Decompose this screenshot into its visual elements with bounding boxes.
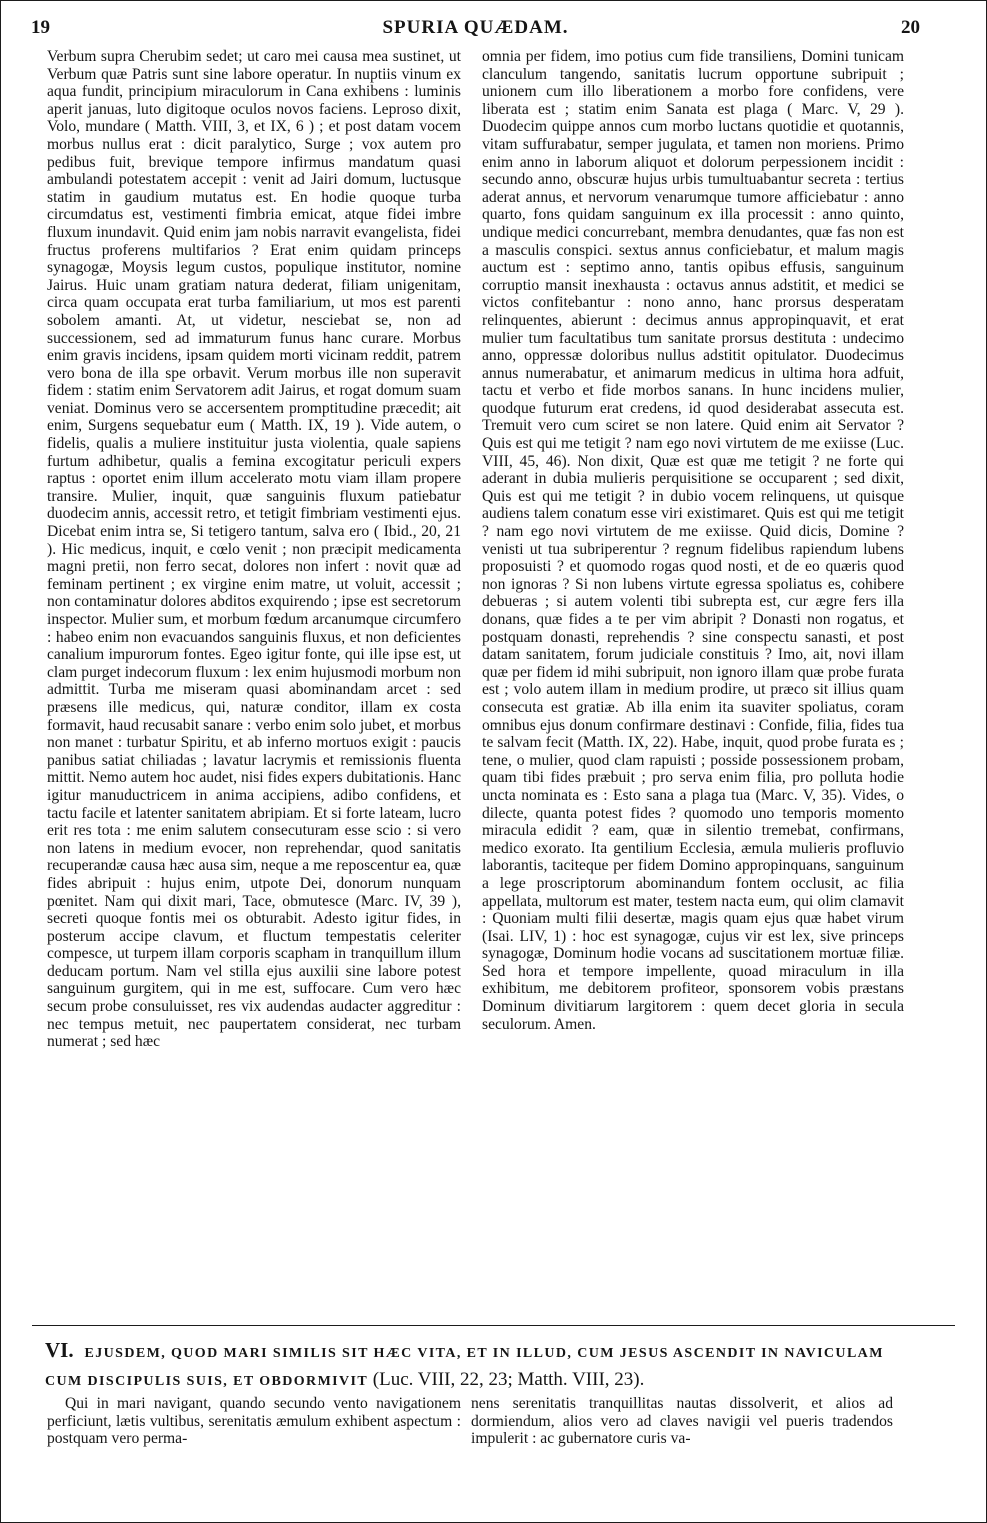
section-heading-text: EJUSDEM, QUOD MARI SIMILIS SIT HÆC VITA, ET IN ILLUD, CUM JESUS ASCENDIT IN NAVICULAM CUM DISCIPULIS SUIS, ET OBDORMIVIT — [45, 1346, 884, 1389]
bottom-right-column — [471, 1395, 893, 1505]
right-column-text — [482, 48, 904, 1315]
section-heading — [45, 1337, 911, 1395]
left-column-paragraph: Verbum supra Cherubim sedet; ut caro mei causa mea sustinet, ut Verbum quæ Patris sunt sine labore operatur. In nuptiis vinum ex aqua fundit, principium miraculorum in Cana exhibens : luminis aperit januas, luto digitoque oculos novos faciens. Leproso dixit, Volo, mundare ( Matth. VIII, 3, et IX, 6 ) ; et post datam vocem morbus nullus erat : dicit paralytico, Surge ; vox autem pro pedibus fuit, brevique tempore infirmus mandatum quasi ambulandi potestatem accepit : venit ad Jairi domum, luctusque statim in gaudium mutatus est. En hodie quoque turba circumdatus est, vestimenti fimbria emicat, atque fidei imbre fluxum inundavit. Quid enim jam nobis narravit evangelista, fidei fructus proferens multifarios ? Erat enim quidam princeps synagogæ, Moysis legum custos, populique institutor, nomine Jairus. Huic unam gratiam natura dederat, filiam unigenitam, circa quam occupata erat turba familiarium, ut mos est parenti sobolem amanti. At, ut videtur, nesciebat se, non ad successionem, sed ad immaturum funus hanc curare. Morbus enim gravis incidens, ipsam quidem morti vicinam reddit, patrem vero bona de illa spe orbavit. Verum morbus ille non superavit fidem : statim enim Servatorem adit Jairus, et rogat domum suam veniat. Dominus vero se accersentem promptitudine præcedit; ait enim, Surgens sequebatur eum ( Matth. IX, 19 ). Vide autem, o fidelis, qualis a muliere instituitur justa violentia, quale sapiens furtum adhibetur, qualis a femina excogitatur periculi expers raptus : oportet enim illum accelerato motu viam illam propere transire. Mulier, inquit, quæ sanguinis fluxum patiebatur duodecim annis, accessit retro, et tetigit fimbriam vestimenti ejus. Dicebat enim intra se, Si tetigero tantum, salva ero ( Ibid., 20, 21 ). Hic medicus, inquit, e cœlo venit ; non præcipit medicamenta magni pretii, non ferro secat, dolores non infert : novit quæ ad feminam pertinent ; ex virgine enim matre, ut voluit, accessit ; non contaminatur dolores abditos exquirendo ; ipse est secretorum inspector. Mulier sum, et morbum fœdum arcanumque circumfero : habeo enim non evacuandos sanguinis fluxus, et non deficientes canalium impurorum fontes. Egeo igitur fonte, qui ille ipse est, ut clam purget indecorum fluxum : lex enim hujusmodi morbum non admittit. Turba me miseram quasi abominandam arcet : sed præsens ille medicus, qui, naturæ conditor, illam ex costa formavit, haud recusabit sanare : verbo enim solo jubet, et morbus non manet : turbatur Spiritu, et ab inferno mortuos exigit : paucis panibus satiat chiliadas ; lavatur lacrymis et remissionis fluenta mittit. Nemo autem hoc audet, nisi fides expers dubitationis. Hanc igitur manuductricem in anima accipiens, adibo confidens, et tactu facile et latenter sanitatem abripiam. Et si forte lateam, lucro erit res tota : me enim salutem consecuturam esse scio : si vero non latens in medium evocer, non reprehendar, quod sanitatis recuperandæ causa hæc ausa sim, neque a me reposcentur ea, quæ fides abripuit : hujus enim, utpote Dei, donorum nunquam pœnitet. Nam qui dixit mari, Tace, obmutesce (Marc. IV, 39 ), secreti quoque fontis mei os obturabit. Adesto igitur fides, in posterum accipe clavum, et fluctum tempestatis celeriter compesce, ut turpem illam corporis scapham in tranquillum illum deducam portum. Nam vel stilla ejus auxilii sine labore potest sanguinum gurgitem, qui in me est, suffocare. Cum vero hæc secum probe consuluisset, res vix audendas audacter aggreditur : nec tempus metuit, nec paupertatem considerat, nec turbam numerat ; sed hæc — [47, 48, 461, 1051]
right-column-number: 20 — [901, 17, 920, 38]
bottom-left-paragraph: Qui in mari navigant, quando secundo vento navigationem perficiunt, lætis vultibus, serenitatis æmulum exhibent aspectum : postquam vero perma- — [47, 1395, 461, 1448]
bottom-left-column — [47, 1395, 461, 1505]
running-title: SPURIA QUÆDAM. — [382, 17, 569, 38]
running-head — [31, 15, 920, 45]
section-number: VI. — [45, 1338, 74, 1362]
bottom-right-paragraph: nens serenitatis tranquillitas nautas dissolverit, et alios ad dormiendum, alios vero ad claves navigii vel pueris tradendos impulerit : ac gubernatore curis va- — [471, 1395, 893, 1448]
section-divider-rule — [32, 1325, 955, 1326]
section-scripture-reference: (Luc. VIII, 22, 23; Matth. VIII, 23). — [372, 1369, 645, 1390]
right-column-paragraph: omnia per fidem, imo potius cum fide transiliens, Domini tunicam clanculum tangendo, sanitatis lucrum opportune subripuit ; unionem cum illo liberationem a morbo fore confidens, vere liberata est ; statim enim Sanata est plaga ( Marc. V, 29 ). Duodecim quippe annos cum morbo luctans quotidie et quotannis, vitam suffurabatur, semper jugulata, et tamen non moriens. Primo enim anno in laborum aliquot et dolorum perpessionem incidit : secundo anno, obscuræ hujus urbis tumultuabantur secreta : tertius aderat annus, et nervorum venarumque tumore afficiebatur : anno quarto, fons quidam sanguinum ex illa processit : anno quinto, undique medici concurrebant, membra denudantes, quæ fas non est a masculis conspici. sextus annus conficiebatur, et malum magis auctum est : septimo anno, tantis opibus effusis, sanguinum corruptio mansit inexhausta : octavus annus adstitit, et medici se victos confitebantur : nono anno, hanc prorsus desperatam relinquentes, abierunt : decimus annus appropinquavit, et erat mulier tum facultatibus tum sanitate prorsus destituta : undecimo anno, oppressæ doloribus nullus adstitit opitulator. Duodecimus annus numerabatur, et animarum medicus in ultima hora adfuit, tactu et verbo et fide morbos sanans. In hunc incidens mulier, quodque futurum erat credens, id quod desiderabat assecuta est. Tremuit vero cum sciret se non latere. Quid enim ait Servator ? Quis est qui me tetigit ? nam ego novi virtutem de me exiisse (Luc. VIII, 45, 46). Non dixit, Quæ est quæ me tetigit ? ne forte qui aderant in dubia mulieris perquisitione se occuparent ; sed dixit, Quis est qui me tetigit ? in dubio vocem relinquens, ut quisque audiens talem conatum esse viri existimaret. Quis est qui me tetigit ? nam ego novi virtutem de me exiisse. Quid dicis, Domine ? venisti ut tua subriperentur ? regnum fidelibus rapiendum lubens proposuisti ? et quomodo rogas quod nosti, et de eo quæris quod non ignoras ? Si non lubens virtute egressa spoliatus es, cohibere debueras ; si autem volenti tibi subrepta est, cur ægre fers illa donans, quæ fides a te per vim abripit ? Donasti non rogatus, et postquam donasti, reprehendis ? sine conspectu sanasti, et post datam sanitatem, forum judiciale constituis ? Imo, ait, novi illam quæ per fidem id mihi subripuit, non ignoro illam quæ probe furata est ; volo autem illam in medium prodire, ut præco sit illius quam consecuta est gratiæ. Ab illa enim ita suaviter spoliatus, coram omnibus ejus donum confirmare destinavi : Confide, filia, fides tua te salvam fecit (Matth. IX, 22). Habe, inquit, quod probe furata es ; tene, o mulier, quod clam rapuisti ; posside possessionem probam, quam tibi fides præbuit ; pro serva enim filia, pro polluta hodie uncta nominata es : Esto sana a plaga tua (Marc. V, 35). Vides, o dilecte, quanta potest fides ? quomodo uno temporis momento miracula edidit ? eam, quæ in silentio tremebat, confirmans, medico exorato. Ita gentilium Ecclesia, æmula mulieris profluvio laborantis, taciteque per fidem Domino appropinquans, sanguinum a lege proscriptorum abominandum fontem occlusit, ac filia appellata, multorum est mater, testem nacta eum, qui olim clamavit : Quoniam multi filii desertæ, magis quam ejus quæ habet virum (Isai. LIV, 1) : hoc est synagogæ, cujus vir est lex, sive princeps synagogæ, Dominum hodie vocans ad suscitationem mortuæ filiæ. Sed hora et tempore impellente, quoad miraculum in illa exhibitum, me debitorem profiteor, sponsorem vobis præstans Dominum divitiarum largitorem : quem decet gloria in secula seculorum. Amen. — [482, 48, 904, 1033]
left-column-text — [47, 48, 461, 1315]
left-column-number: 19 — [31, 17, 50, 38]
